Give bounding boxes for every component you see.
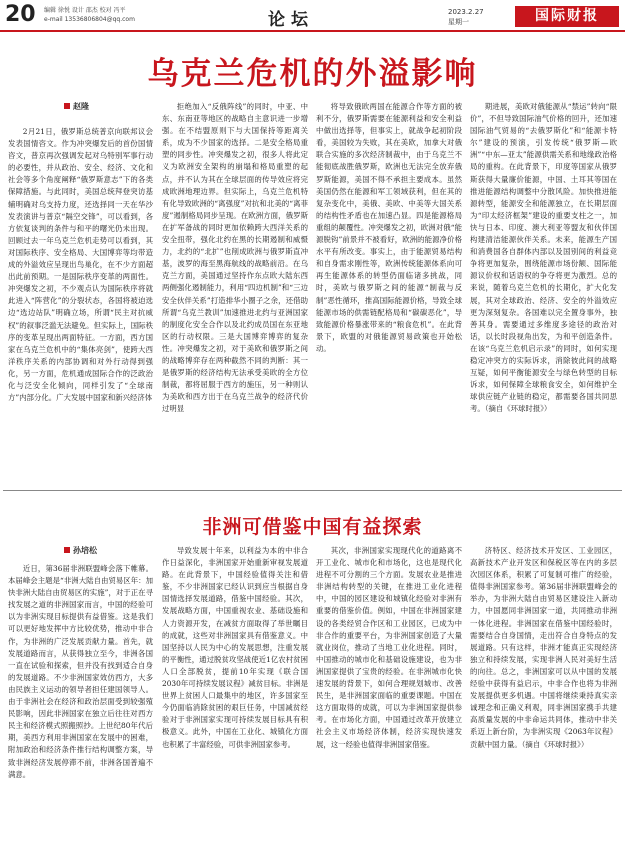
article1-column-1 xyxy=(8,126,153,484)
section-title: 论坛 xyxy=(268,10,314,30)
article2-paragraph-4: 济特区、经济技术开发区、工业园区，高新技术产业开发区和保税区等在内的多层次园区体系，积累了可复制可推广的经验，值得非洲国家参考。第36届非洲联盟峰会的举办，为非洲大陆自由贸易区建设注入新动力，中国愿同非洲国家一道，共同推动非洲一体化进程。非洲国家在借鉴中国经验时，需要结合自身国情，走出符合自身特点的发展道路。只有这样，非洲才能真正实现经济独立和持续发展，实现非洲人民对美好生活的向往。总之，非洲国家可以从中国的发展经验中获得有益启示，中非合作也将为非洲发展提供更多机遇。中国将继续秉持真实亲诚理念和正确义利观，同非洲国家携手共建高质量发展的中非命运共同体，推动中非关系迈上新台阶，为非洲实现《2063年议程》贡献中国力量。（摘自《环球时报》） xyxy=(470,546,617,749)
issue-date xyxy=(448,7,508,27)
article2-paragraph-2: 导致发展十年来，以利益为本的中非合作日益深化，非洲国家开始重新审视发展道路。在此背景下，中国经验值得关注和借鉴，不少非洲国家已经认识到应当根据自身国情选择发展道路，借鉴中国经验。其次，发展战略方面，中国重视农业、基础设施和人力资源开发，在减贫方面取得了举世瞩目的成就，这些对非洲国家具有借鉴意义。中国坚持以人民为中心的发展思想，注重发展的平衡性，通过脱贫攻坚战使近1亿农村贫困人口全部脱贫，提前10年实现《联合国2030年可持续发展议程》减贫目标。非洲是世界上贫困人口最集中的地区，许多国家至今仍面临消除贫困的艰巨任务，中国减贫经验对于非洲国家实现可持续发展目标具有积极意义。此外，中国在工业化、城镇化方面也积累了丰富经验，可供非洲国家参考。 xyxy=(162,546,308,749)
page-header xyxy=(0,0,625,36)
article2-headline: 非洲可借鉴中国有益探索 xyxy=(202,516,423,538)
article2-column-3 xyxy=(316,545,462,856)
article2-column-4 xyxy=(470,545,617,856)
article1-headline: 乌克兰危机的外溢影响 xyxy=(147,56,478,92)
byline-square-icon xyxy=(64,103,70,109)
article1-author: 赵隆 xyxy=(73,102,89,111)
article2-author: 孙培松 xyxy=(73,546,97,555)
article2-column-1 xyxy=(8,563,153,856)
date-value: 2023.2.27 xyxy=(448,8,484,16)
header-rule xyxy=(0,30,625,32)
article2-byline xyxy=(64,545,97,556)
article1-column-4 xyxy=(470,101,617,484)
editors-info xyxy=(44,6,135,24)
newspaper-logo: 国际财报 xyxy=(515,6,619,27)
article2-paragraph-1: 近日，第36届非洲联盟峰会落下帷幕。本届峰会主题是“非洲大陆自由贸易区年：加快非洲大陆自由贸易区的实施”，对于正在寻找发展之道的非洲国家而言，中国的经验可以为非洲实现目标提供有益借鉴。这是我们可以更好地发挥中方比较优势，推动中非合作，为非洲的广泛发展贡献力量。首先，就发展道路而言，从获得独立至今，非洲各国一直在试验和探索，但并没有找到适合自身的发展道路。不少非洲国家效仿西方，大多由民族主义运动的领导者担任建国领导人。由于非洲社会在经济和政治层面受到较强殖民影响，因此非洲国家在独立后往往对西方民主和经济模式照搬照抄。上世纪80年代后期，美西方利用非洲国家在发展中的困难，附加政治和经济条件推行结构调整方案，导致非洲经济发展停滞不前，非洲各国普遍不满意。 xyxy=(8,564,153,779)
article2-paragraph-3: 其次，非洲国家实现现代化的道路离不开工业化、城市化和市场化，这也是现代化进程不可分割的三个方面。发展农业是推进非洲结构转型的关键，在推进工业化进程中，中国的园区建设和城镇化经验对非洲有重要的借鉴价值。例如，中国在非洲国家建设的各类经贸合作区和工业园区，已成为中非合作的重要平台，为非洲国家创造了大量就业岗位，推动了当地工业化进程。同时，中国推动的城市化和基础设施建设，也为非洲国家提供了宝贵的经验。在非洲城市化快速发展的背景下，如何合理规划城市、改善民生，是非洲国家面临的重要课题。中国在这方面取得的成就，可以为非洲国家提供参考。在市场化方面，中国通过改革开放建立社会主义市场经济体制，经济实现快速发展，这一经验也值得非洲国家借鉴。 xyxy=(316,546,462,749)
article2-column-2 xyxy=(162,545,308,856)
article1-column-3 xyxy=(316,101,462,484)
article1-paragraph-4: 期进展，美欧对俄能源从“禁运”转向“限价”，不但导致国际油气价格的回升，还加速国际油气贸易的“去俄罗斯化”和“能源卡特尔”建设的预演，引发传统“俄罗斯—欧洲”“中东—亚太”能源供需关系和地缘政治格局的重构。在此背景下，印度等国家从俄罗斯获得大量廉价能源，中国、土耳其等国在推进能源结构调整中分散风险。加快推进能源转型，能源安全和能源独立，在长期层面为“印太经济框架”建设的重要支柱之一，加快与日本、印度、澳大利亚等盟友和伙伴国构建清洁能源伙伴关系。未来，能源生产国和消费国各自群体内部以及国别间的利益竞争将更加复杂，围绕能源市场份额、国际能源议价权和话语权的争夺将更为激烈。总的来说，随着乌克兰危机的长期化，扩大化发展，其对全球政治、经济、安全的外溢效应更为深刻复杂。各国难以完全置身事外，独善其身。需要通过多维度多途径的政治对话，以长时段视角出发，为和平创造条件。在该“乌克兰危机启示录”的同时，如何实现稳定冲突方的实际诉求，消除彼此间的战略互疑，如何平衡能源安全与绿色转型的目标诉求，如何保障全球粮食安全，如何维护全球供应链产业链的稳定，都需要各国共同思考。（摘自《环球时报》） xyxy=(470,102,617,414)
weekday-value: 星期一 xyxy=(448,18,469,26)
article1-paragraph-1: 2月21日，俄罗斯总统普京向联邦议会发表国情咨文。作为冲突爆发后的首份国情咨文，普京再次强调发起对乌特别军事行动的必要性，并从政治、安全、经济、文化和社会等多个角度阐释“俄罗斯意志”下的各类保障措施。与此同时，美国总统拜登突访基辅明确对乌支持力度，还选择同一天在华沙发表演讲与普京“隔空交锋”，可以看到，各方依复谈判的条件与和平的曙光仍未出现。回顾过去一年乌克兰危机走势可以看到，其对国际秩序、安全格局、大国博弈等均带造成的外溢效应呈现出鸟巢化，在不少方面超出此前预期。一是国际秩序变革的两面性。冲突爆发之初，不少观点认为国际秩序将就此进入“阵营化”的分裂状态，各国将被迫选边“选边站队”明确立场，所谓“民主对抗威权”的叙事泛滥无法避免。但实际上，国际秩序的变革呈现出两面特征。一方面，西方国家在乌克兰危机中的“集体亮剑”，使跨大西洋秩序关系的内部协调和对外行动得到强化，另一方面，危机通成国际合作的泛政治化与泛安全化倾向，同样引发了“全球南方”内部分化。广大发展中国家和新兴经济体 xyxy=(8,127,153,403)
article1-column-2 xyxy=(162,101,308,484)
editors-line: 编辑 徐悦 设计 邵杰 校对 冯平 xyxy=(44,7,126,14)
byline-square-icon xyxy=(64,547,70,553)
page-number: 20 xyxy=(5,2,36,27)
article1-paragraph-2: 拒绝加入“反俄阵线”的同时，中亚、中东、东南亚等地区的战略自主意识进一步增强。在不结盟原则下与大国保持等距离关系，成为不少国家的选择。二是安全格局重塑的同步性。冲突爆发之初，很多人将此定义为欧洲安全架构的崩塌和格局重塑的起点，并不认为其在全球层面的传导效应将完成欧洲地理边界。但实际上，乌克兰危机特有化导致欧洲的“离强度”对抗和北美的“离菲度”遏制格局同步呈现。在欧洲方面，俄罗斯在扩军备战的同时更加依赖跨大西洋关系的安全扭带，强化北约在黑的长期遏制和威慑力，北约的“北扩”也削成欧洲与俄罗斯直冲基，波罗的海至黑海航线的战略前沿。在乌克兰方面，美国通过坚持作东点欧大陆东西两侧强化遏制能力，利用“四边机制”和“三边安全伙伴关系”打造排华小圈子之余，还借助所谓“乌克兰教训”加速推进北约与亚洲国家的制度化安全合作以及北约成员国在东亚地区的行动权限。三是大国博弈博弈的复杂性。冲突爆发之初，对于美欧和俄罗斯之间的战略博弈存在两种截然不同的判断：其一是俄罗斯的经济结构无法承受美欧的全方位制裁，都将屈服于西方的施压，另一种则认为美欧和西方出于在乌克兰战争的经济代价过明显 xyxy=(162,102,308,414)
email-line: e-mail 13536806804@qq.com xyxy=(44,16,135,23)
article1-byline xyxy=(64,101,89,112)
article1-paragraph-3: 将导致俄欧两国在能源合作等方面的被利不分，俄罗斯需要在能源利益和安全利益中做出选择等，但事实上，就战争起初阶段看，美国较为失败，其在美欧，加拿大对俄联合实施的多次经济制裁中，由于乌克兰不能彻底战胜俄罗斯，欧洲也无法完全放弃俄罗斯能源，美国不得不承担主要成本。虽然美国仍然在能源和军工领域获利，但在其的复杂变化中，美俄、美欧、中美等大国关系的结构性矛盾也在加速凸显。四是能源格局重组的颠覆性。冲突爆发之初，欧洲对俄“能源脱钩”前景并不被看好，欧洲的能源净价格水平有所改变。事实上，由于能源贸易结构和自身需求刚性等，欧洲传统能源体系向可再生能源体系的转型仍面临诸多挑战，同时，美欧与俄罗斯之间的能源“制裁与反制”恶性循环，推高国际能源价格，导致全球能源市场的供需链配格局和“碳碳恶化”，导致能源价格暴涨带来的“粮食危机”。在此背景下，欧盟的对俄能源贸易政策也开始松动。 xyxy=(316,102,462,353)
article-divider xyxy=(3,490,622,491)
